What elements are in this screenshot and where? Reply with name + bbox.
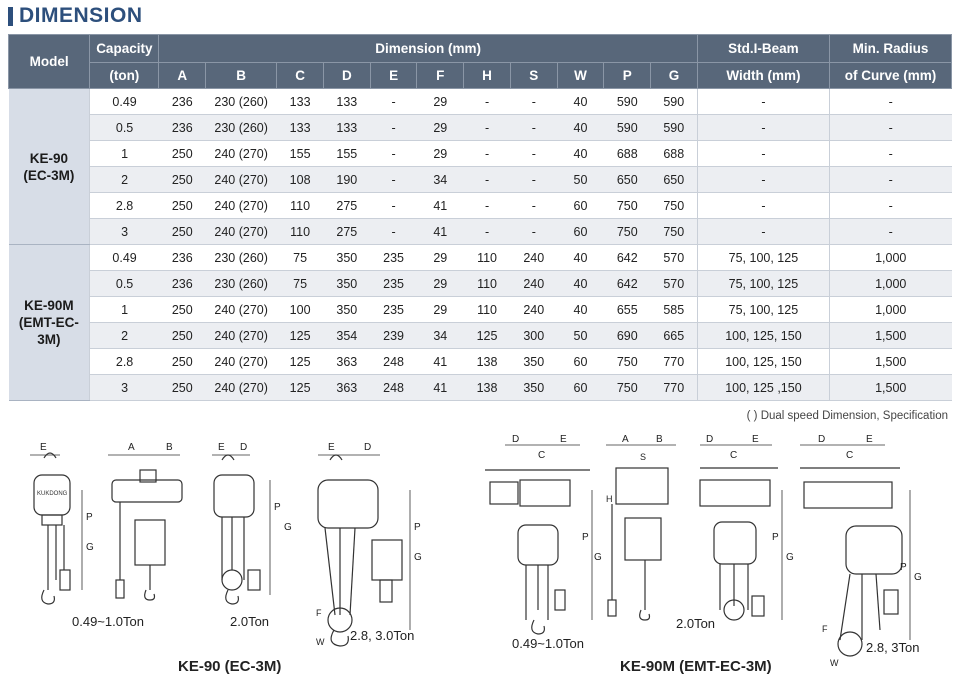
ke90m-2t-label-d: D bbox=[706, 434, 714, 445]
table-cell: 585 bbox=[651, 297, 698, 323]
table-cell: - bbox=[370, 167, 417, 193]
ke90m-2t-label-p: P bbox=[772, 532, 779, 543]
ke90m-small-label-e: E bbox=[560, 434, 567, 445]
table-cell: 1,500 bbox=[829, 375, 951, 401]
table-cell: 1,000 bbox=[829, 297, 951, 323]
table-cell: - bbox=[464, 193, 511, 219]
header-dim-h: H bbox=[464, 63, 511, 89]
table-cell: - bbox=[697, 167, 829, 193]
table-cell: - bbox=[829, 219, 951, 245]
table-cell: 236 bbox=[159, 89, 206, 115]
table-cell: 590 bbox=[651, 115, 698, 141]
ke90-3t-label-d: D bbox=[364, 442, 372, 453]
header-dim-e: E bbox=[370, 63, 417, 89]
table-cell: - bbox=[829, 115, 951, 141]
table-cell: - bbox=[510, 89, 557, 115]
table-row bbox=[9, 193, 952, 219]
table-cell: 2 bbox=[90, 167, 159, 193]
table-cell: 350 bbox=[323, 297, 370, 323]
model-name: KE-90 bbox=[29, 150, 69, 166]
table-cell: 240 (270) bbox=[206, 141, 277, 167]
table-cell: - bbox=[370, 89, 417, 115]
table-cell: - bbox=[697, 89, 829, 115]
table-cell: 2 bbox=[90, 323, 159, 349]
ke90-small-label-e: E bbox=[40, 442, 47, 453]
table-cell: 363 bbox=[323, 375, 370, 401]
ke90m-2t-label-g: G bbox=[786, 552, 794, 563]
ke90-small-label-a: A bbox=[128, 442, 135, 453]
table-cell: 60 bbox=[557, 349, 604, 375]
table-cell: 100, 125, 150 bbox=[697, 323, 829, 349]
table-cell: 0.5 bbox=[90, 115, 159, 141]
table-cell: 240 bbox=[510, 297, 557, 323]
table-cell: 110 bbox=[464, 297, 511, 323]
title-accent-bar bbox=[8, 7, 13, 26]
table-cell: - bbox=[464, 115, 511, 141]
table-row bbox=[9, 349, 952, 375]
ke90-2t-label-d: D bbox=[240, 442, 248, 453]
table-cell: 750 bbox=[651, 193, 698, 219]
table-cell: 34 bbox=[417, 167, 464, 193]
header-dim-f: F bbox=[417, 63, 464, 89]
table-cell: - bbox=[510, 141, 557, 167]
table-cell: 250 bbox=[159, 193, 206, 219]
table-cell: 230 (260) bbox=[206, 89, 277, 115]
ke90m-small-label-p: P bbox=[582, 532, 589, 543]
table-cell: 40 bbox=[557, 141, 604, 167]
table-cell: 650 bbox=[651, 167, 698, 193]
table-cell: 655 bbox=[604, 297, 651, 323]
ke90-2t-label-e: E bbox=[218, 442, 225, 453]
table-row bbox=[9, 89, 952, 115]
table-cell: 250 bbox=[159, 297, 206, 323]
ke90-3t-label-g: G bbox=[414, 552, 422, 563]
table-cell: 41 bbox=[417, 349, 464, 375]
ke90m-small-label-d: D bbox=[512, 434, 520, 445]
table-cell: 230 (260) bbox=[206, 115, 277, 141]
table-cell: 133 bbox=[277, 89, 324, 115]
table-row bbox=[9, 297, 952, 323]
table-cell: 125 bbox=[277, 323, 324, 349]
ke90m-3t-label-d: D bbox=[818, 434, 826, 445]
table-cell: 108 bbox=[277, 167, 324, 193]
table-cell: 133 bbox=[277, 115, 324, 141]
table-cell: 138 bbox=[464, 349, 511, 375]
table-cell: 688 bbox=[651, 141, 698, 167]
table-cell: 133 bbox=[323, 115, 370, 141]
ke90-small-brand: KUKDONG bbox=[37, 491, 68, 497]
table-cell: 570 bbox=[651, 271, 698, 297]
table-row bbox=[9, 245, 952, 271]
table-cell: 300 bbox=[510, 323, 557, 349]
table-cell: 1 bbox=[90, 141, 159, 167]
table-cell: 230 (260) bbox=[206, 271, 277, 297]
table-cell: 125 bbox=[277, 349, 324, 375]
table-cell: 688 bbox=[604, 141, 651, 167]
table-cell: 275 bbox=[323, 219, 370, 245]
ke90-2t-hoist-drawing bbox=[212, 442, 292, 604]
ke90m-3t-hoist-drawing bbox=[800, 434, 922, 668]
ke90m-3t-caption: 2.8, 3Ton bbox=[866, 640, 920, 655]
table-cell: 75, 100, 125 bbox=[697, 297, 829, 323]
ke90m-small-label-s: S bbox=[640, 452, 647, 462]
table-cell: 110 bbox=[277, 193, 324, 219]
table-cell: 750 bbox=[604, 219, 651, 245]
table-cell: 133 bbox=[323, 89, 370, 115]
ke90m-small-caption: 0.49~1.0Ton bbox=[512, 636, 584, 651]
table-cell: 235 bbox=[370, 245, 417, 271]
header-dim-b: B bbox=[206, 63, 277, 89]
model-code: (EC-3M) bbox=[23, 167, 75, 183]
hoist-drawings-svg bbox=[0, 430, 960, 686]
table-cell: 350 bbox=[510, 349, 557, 375]
ke90m-title: KE-90M (EMT-EC-3M) bbox=[620, 658, 772, 675]
table-cell: 350 bbox=[323, 271, 370, 297]
ke90-3t-label-f: F bbox=[316, 608, 322, 618]
table-cell: 155 bbox=[277, 141, 324, 167]
ke90m-small-label-g: G bbox=[594, 552, 602, 563]
table-cell: - bbox=[370, 141, 417, 167]
table-cell: - bbox=[464, 89, 511, 115]
header-capacity: Capacity bbox=[90, 35, 159, 63]
table-cell: 29 bbox=[417, 245, 464, 271]
table-cell: - bbox=[464, 141, 511, 167]
model-name: KE-90M bbox=[24, 298, 74, 313]
table-cell: 240 (270) bbox=[206, 193, 277, 219]
table-cell: 75, 100, 125 bbox=[697, 271, 829, 297]
table-cell: 110 bbox=[464, 245, 511, 271]
table-cell: 40 bbox=[557, 297, 604, 323]
table-cell: 125 bbox=[277, 375, 324, 401]
table-cell: 1,500 bbox=[829, 349, 951, 375]
table-cell: 236 bbox=[159, 245, 206, 271]
table-cell: 770 bbox=[651, 375, 698, 401]
table-cell: 100 bbox=[277, 297, 324, 323]
table-cell: 1 bbox=[90, 297, 159, 323]
table-cell: 235 bbox=[370, 297, 417, 323]
table-cell: 250 bbox=[159, 323, 206, 349]
header-ibeam-unit: Width (mm) bbox=[697, 63, 829, 89]
table-cell: 275 bbox=[323, 193, 370, 219]
table-cell: 235 bbox=[370, 271, 417, 297]
table-row bbox=[9, 141, 952, 167]
table-cell: 60 bbox=[557, 219, 604, 245]
table-cell: 240 (270) bbox=[206, 167, 277, 193]
table-cell: 100, 125 ,150 bbox=[697, 375, 829, 401]
table-cell: 642 bbox=[604, 245, 651, 271]
table-cell: 50 bbox=[557, 323, 604, 349]
ke90m-small-label-c: C bbox=[538, 450, 546, 461]
table-row bbox=[9, 167, 952, 193]
table-cell: 60 bbox=[557, 375, 604, 401]
table-cell: 240 bbox=[510, 245, 557, 271]
table-cell: 250 bbox=[159, 167, 206, 193]
table-cell: 75 bbox=[277, 245, 324, 271]
table-cell: - bbox=[697, 193, 829, 219]
table-cell: - bbox=[829, 193, 951, 219]
header-dim-s: S bbox=[510, 63, 557, 89]
table-cell: 642 bbox=[604, 271, 651, 297]
ke90m-3t-label-c: C bbox=[846, 450, 854, 461]
table-cell: 350 bbox=[510, 375, 557, 401]
table-cell: - bbox=[829, 89, 951, 115]
ke90-small-label-g: G bbox=[86, 542, 94, 553]
table-cell: 240 (270) bbox=[206, 323, 277, 349]
table-cell: - bbox=[829, 167, 951, 193]
ke90-small-hoist-drawing bbox=[30, 442, 182, 604]
table-cell: - bbox=[510, 193, 557, 219]
table-cell: 250 bbox=[159, 375, 206, 401]
table-row bbox=[9, 323, 952, 349]
table-cell: 750 bbox=[651, 219, 698, 245]
table-cell: 29 bbox=[417, 271, 464, 297]
header-radius-unit: of Curve (mm) bbox=[829, 63, 951, 89]
table-cell: 0.49 bbox=[90, 245, 159, 271]
table-cell: 2.8 bbox=[90, 349, 159, 375]
table-cell: 1,000 bbox=[829, 245, 951, 271]
table-cell: 650 bbox=[604, 167, 651, 193]
ke90-3t-hoist-drawing bbox=[316, 442, 422, 647]
table-cell: - bbox=[510, 115, 557, 141]
table-cell: 665 bbox=[651, 323, 698, 349]
header-ibeam: Std.I-Beam bbox=[697, 35, 829, 63]
table-cell: 125 bbox=[464, 323, 511, 349]
table-cell: 40 bbox=[557, 89, 604, 115]
table-row bbox=[9, 271, 952, 297]
ke90m-3t-label-w: W bbox=[830, 658, 839, 668]
table-cell: 240 (270) bbox=[206, 297, 277, 323]
table-cell: 248 bbox=[370, 375, 417, 401]
table-row bbox=[9, 219, 952, 245]
ke90m-small-hoist-drawing bbox=[485, 434, 676, 634]
table-cell: 138 bbox=[464, 375, 511, 401]
dimension-drawings bbox=[0, 430, 960, 686]
table-cell: 100, 125, 150 bbox=[697, 349, 829, 375]
ke90-small-label-b: B bbox=[166, 442, 173, 453]
ke90-title: KE-90 (EC-3M) bbox=[178, 658, 282, 675]
table-cell: 240 bbox=[510, 271, 557, 297]
table-cell: - bbox=[464, 219, 511, 245]
table-cell: 3 bbox=[90, 375, 159, 401]
table-cell: 3 bbox=[90, 219, 159, 245]
table-cell: 230 (260) bbox=[206, 245, 277, 271]
table-cell: 240 (270) bbox=[206, 375, 277, 401]
table-cell: 750 bbox=[604, 193, 651, 219]
ke90-2t-label-g: G bbox=[284, 522, 292, 533]
table-cell: 34 bbox=[417, 323, 464, 349]
table-cell: - bbox=[697, 115, 829, 141]
table-cell: 350 bbox=[323, 245, 370, 271]
table-row bbox=[9, 375, 952, 401]
ke90m-2t-hoist-drawing bbox=[700, 434, 794, 620]
ke90m-3t-label-p: P bbox=[900, 562, 907, 573]
table-cell: - bbox=[370, 219, 417, 245]
table-cell: 110 bbox=[464, 271, 511, 297]
table-cell: 570 bbox=[651, 245, 698, 271]
table-cell: 41 bbox=[417, 219, 464, 245]
dimension-table bbox=[8, 34, 952, 401]
header-dim-d: D bbox=[323, 63, 370, 89]
table-cell: - bbox=[829, 141, 951, 167]
ke90-3t-caption: 2.8, 3.0Ton bbox=[350, 628, 415, 643]
header-dim-w: W bbox=[557, 63, 604, 89]
table-cell: 29 bbox=[417, 115, 464, 141]
table-cell: 248 bbox=[370, 349, 417, 375]
model-code: (EMT-EC-3M) bbox=[18, 315, 79, 347]
ke90-3t-label-e: E bbox=[328, 442, 335, 453]
section-title-text: DIMENSION bbox=[19, 4, 143, 27]
table-cell: - bbox=[370, 115, 417, 141]
header-radius: Min. Radius bbox=[829, 35, 951, 63]
ke90m-small-label-b: B bbox=[656, 434, 663, 445]
table-cell: - bbox=[510, 167, 557, 193]
ke90m-2t-label-e: E bbox=[752, 434, 759, 445]
header-dim-p: P bbox=[604, 63, 651, 89]
header-dim-g: G bbox=[651, 63, 698, 89]
table-cell: 190 bbox=[323, 167, 370, 193]
table-cell: 590 bbox=[604, 89, 651, 115]
table-cell: 239 bbox=[370, 323, 417, 349]
model-cell bbox=[9, 245, 90, 401]
table-cell: 690 bbox=[604, 323, 651, 349]
table-cell: 363 bbox=[323, 349, 370, 375]
table-cell: 29 bbox=[417, 141, 464, 167]
table-cell: 29 bbox=[417, 297, 464, 323]
table-cell: 236 bbox=[159, 271, 206, 297]
header-dimension: Dimension (mm) bbox=[159, 35, 698, 63]
table-cell: 236 bbox=[159, 115, 206, 141]
table-cell: 354 bbox=[323, 323, 370, 349]
ke90m-2t-caption: 2.0Ton bbox=[676, 616, 716, 631]
table-cell: 0.5 bbox=[90, 271, 159, 297]
table-cell: - bbox=[464, 167, 511, 193]
header-dim-a: A bbox=[159, 63, 206, 89]
ke90-2t-label-p: P bbox=[274, 502, 281, 513]
table-cell: 250 bbox=[159, 141, 206, 167]
table-body bbox=[9, 89, 952, 401]
table-cell: - bbox=[697, 141, 829, 167]
model-cell bbox=[9, 89, 90, 245]
table-cell: 250 bbox=[159, 349, 206, 375]
table-cell: 110 bbox=[277, 219, 324, 245]
table-cell: 0.49 bbox=[90, 89, 159, 115]
ke90m-3t-label-g: G bbox=[914, 572, 922, 583]
table-cell: - bbox=[697, 219, 829, 245]
table-cell: 590 bbox=[651, 89, 698, 115]
table-cell: 40 bbox=[557, 115, 604, 141]
ke90m-3t-label-e: E bbox=[866, 434, 873, 445]
table-cell: 41 bbox=[417, 375, 464, 401]
ke90m-3t-label-f: F bbox=[822, 624, 828, 634]
table-cell: 40 bbox=[557, 245, 604, 271]
table-cell: 1,000 bbox=[829, 271, 951, 297]
table-cell: - bbox=[510, 219, 557, 245]
dual-speed-note: ( ) Dual speed Dimension, Specification bbox=[746, 410, 948, 422]
table-cell: 75, 100, 125 bbox=[697, 245, 829, 271]
table-cell: 250 bbox=[159, 219, 206, 245]
table-row bbox=[9, 115, 952, 141]
ke90-3t-label-w: W bbox=[316, 637, 325, 647]
ke90m-small-label-h: H bbox=[606, 494, 613, 504]
table-cell: 240 (270) bbox=[206, 219, 277, 245]
ke90m-2t-label-c: C bbox=[730, 450, 738, 461]
table-cell: 50 bbox=[557, 167, 604, 193]
table-cell: - bbox=[370, 193, 417, 219]
table-cell: 750 bbox=[604, 375, 651, 401]
table-cell: 75 bbox=[277, 271, 324, 297]
table-cell: 770 bbox=[651, 349, 698, 375]
header-model: Model bbox=[9, 35, 90, 89]
table-cell: 155 bbox=[323, 141, 370, 167]
table-cell: 750 bbox=[604, 349, 651, 375]
table-cell: 29 bbox=[417, 89, 464, 115]
table-cell: 240 (270) bbox=[206, 349, 277, 375]
table-cell: 40 bbox=[557, 271, 604, 297]
ke90-2t-caption: 2.0Ton bbox=[230, 614, 270, 629]
section-title bbox=[8, 3, 143, 29]
header-capacity-unit: (ton) bbox=[90, 63, 159, 89]
table-cell: 2.8 bbox=[90, 193, 159, 219]
ke90-small-caption: 0.49~1.0Ton bbox=[72, 614, 144, 629]
ke90m-small-label-a: A bbox=[622, 434, 629, 445]
ke90-small-label-p: P bbox=[86, 512, 93, 523]
ke90-3t-label-p: P bbox=[414, 522, 421, 533]
header-dim-c: C bbox=[277, 63, 324, 89]
table-cell: 60 bbox=[557, 193, 604, 219]
table-cell: 1,500 bbox=[829, 323, 951, 349]
table-cell: 41 bbox=[417, 193, 464, 219]
table-cell: 590 bbox=[604, 115, 651, 141]
